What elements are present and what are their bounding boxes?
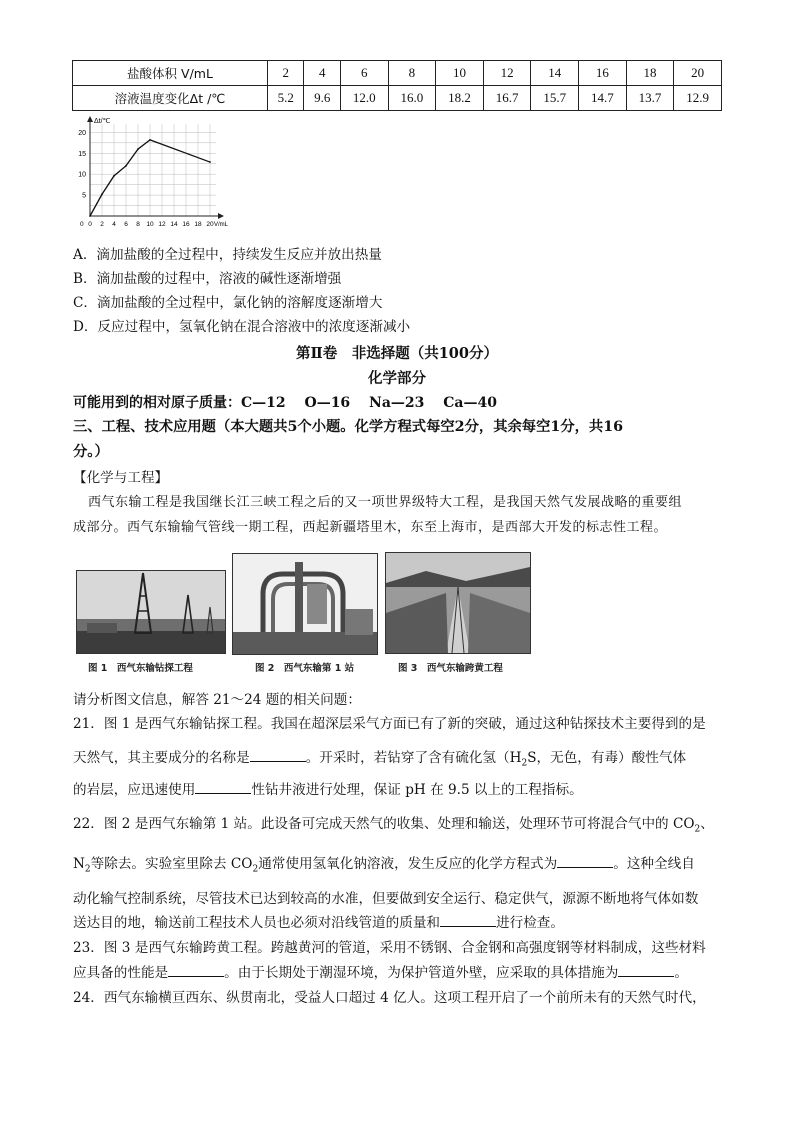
- table-cell: 6: [340, 61, 388, 86]
- part3-heading: 三、工程、技术应用题（本大题共5个小题。化学方程式每空2分，其余每空1分，共16: [73, 419, 624, 435]
- passage-line: 成部分。西气东输输气管线一期工程，西起新疆塔里木，东至上海市，是西部大开发的标志性工程。: [73, 520, 668, 535]
- y-tick-label: 20: [78, 129, 86, 137]
- questions-intro: 请分析图文信息，解答 21～24 题的相关问题：: [73, 692, 361, 708]
- answer-blank[interactable]: [168, 964, 224, 977]
- question-22-line4: [73, 911, 564, 931]
- x-tick-label: 12: [158, 221, 166, 228]
- river-crossing-image: [386, 553, 530, 653]
- y-axis-arrow: [87, 116, 93, 122]
- figure-2-station-photo: [232, 553, 378, 655]
- question-22-text: N: [73, 856, 85, 872]
- table-cell: 2: [268, 61, 304, 86]
- question-21-line2: [73, 746, 686, 769]
- question-22-text: 、: [700, 816, 714, 832]
- subscript: 2: [694, 824, 701, 835]
- table-cell: 8: [388, 61, 436, 86]
- option-d: D．反应过程中，氢氧化钠在混合溶液中的浓度逐渐减小: [73, 319, 411, 335]
- answer-blank[interactable]: [440, 914, 496, 927]
- drilling-rig-image: [77, 571, 225, 653]
- answer-blank[interactable]: [557, 855, 613, 868]
- option-a: A．滴加盐酸的全过程中，持续发生反应并放出热量: [73, 247, 382, 263]
- question-23-text: 。由于长期处于潮湿环境，为保护管道外壁，应采取的具体措施为: [224, 965, 619, 981]
- figure-3-caption: 图 3 西气东输跨黄工程: [398, 663, 503, 674]
- gas-station-image: [233, 554, 377, 654]
- data-point: [209, 161, 211, 163]
- question-22: [73, 812, 714, 835]
- question-21-text: 性钻井液进行处理，保证 pH 在 9.5 以上的工程指标。: [251, 782, 583, 798]
- subject-title: 化学部分: [368, 370, 426, 387]
- x-tick-label: 2: [100, 221, 104, 228]
- x-axis-arrow: [218, 213, 224, 219]
- option-b: B．滴加盐酸的过程中，溶液的碱性逐渐增强: [73, 271, 342, 287]
- table-cell: 16: [579, 61, 627, 86]
- subscript: 2: [84, 864, 91, 875]
- question-23-text: 应具备的性能是: [73, 965, 169, 981]
- table-cell: 10: [436, 61, 484, 86]
- question-22-line3: 动化输气控制系统，尽管技术已达到较高的水准，但要做到安全运行、稳定供气，源源不断地将气体如数: [73, 891, 699, 907]
- origin-label: 0: [80, 221, 84, 228]
- x-tick-label: 0: [88, 221, 92, 228]
- x-tick-label: 18: [194, 221, 202, 228]
- answer-blank[interactable]: [250, 749, 306, 762]
- table-cell: 12.0: [340, 86, 388, 111]
- table-cell: 13.7: [626, 86, 674, 111]
- table-cell: 18: [626, 61, 674, 86]
- x-tick-label: 10: [146, 221, 154, 228]
- part3-heading-cont: 分。）: [73, 444, 109, 460]
- data-table: [72, 60, 722, 111]
- data-point: [125, 165, 127, 167]
- table-cell: 12: [483, 61, 531, 86]
- table-row: [73, 86, 722, 111]
- table-cell: 16.7: [483, 86, 531, 111]
- question-21-text: 天然气，其主要成分的名称是: [73, 750, 250, 766]
- data-point: [137, 148, 139, 150]
- question-22-text: 送达目的地，输送前工程技术人员也必须对沿线管道的质量和: [73, 915, 441, 931]
- topic-label: 【化学与工程】: [73, 470, 169, 486]
- y-axis-label: Δt/℃: [94, 118, 111, 125]
- figure-2-caption: 图 2 西气东输第 1 站: [255, 663, 355, 674]
- x-tick-label: 16: [182, 221, 190, 228]
- subscript: 2: [521, 758, 528, 769]
- data-point: [89, 215, 91, 217]
- data-point: [149, 139, 151, 141]
- question-23-line2: [73, 961, 688, 981]
- data-point: [113, 175, 115, 177]
- question-21-text: 。开采时，若钻穿了含有硫化氢（H: [305, 750, 522, 766]
- y-tick-label: 10: [78, 171, 86, 179]
- y-tick-label: 5: [82, 192, 86, 200]
- question-22-text: 。这种全线自: [613, 856, 695, 872]
- x-tick-label: 14: [170, 221, 178, 228]
- figure-3-river-crossing-photo: [385, 552, 531, 654]
- data-point: [101, 193, 103, 195]
- answer-blank[interactable]: [195, 781, 251, 794]
- question-24: 24．西气东输横亘西东、纵贯南北，受益人口超过 4 亿人。这项工程开启了一个前所未有的天然气时代，: [73, 990, 706, 1006]
- x-tick-label: 20: [206, 221, 214, 228]
- question-23-text: 。: [674, 965, 688, 981]
- table-row: [73, 61, 722, 86]
- question-22-text: 22．图 2 是西气东输第 1 站。此设备可完成天然气的收集、处理和输送，处理环节可将混合气中的 CO: [73, 816, 695, 832]
- atomic-masses: 可能用到的相对原子质量：C—12 O—16 Na—23 Ca—40: [73, 395, 497, 411]
- section-title: 第Ⅱ卷 非选择题（共100分）: [296, 345, 498, 362]
- question-21-line3: [73, 778, 583, 798]
- table-cell: 12.9: [674, 86, 722, 111]
- y-tick-label: 15: [78, 150, 86, 158]
- passage-line: 西气东输工程是我国继长江三峡工程之后的又一项世界级特大工程，是我国天然气发展战略的重要组: [88, 495, 683, 510]
- table-cell: 18.2: [436, 86, 484, 111]
- question-21-text: S，无色，有毒）酸性气体: [527, 750, 687, 766]
- question-22-line2: [73, 852, 695, 875]
- x-axis-label: V/mL: [214, 222, 229, 228]
- question-22-text: 等除去。实验室里除去 CO: [90, 856, 253, 872]
- table-header-temperature: 溶液温度变化Δt /℃: [73, 86, 268, 111]
- table-cell: 16.0: [388, 86, 436, 111]
- figure-1-caption: 图 1 西气东输钻探工程: [88, 663, 193, 674]
- table-cell: 9.6: [304, 86, 340, 111]
- table-cell: 14: [531, 61, 579, 86]
- figure-1-drilling-photo: [76, 570, 226, 654]
- table-cell: 5.2: [268, 86, 304, 111]
- question-22-text: 进行检查。: [496, 915, 564, 931]
- question-21-text: 的岩层，应迅速使用: [73, 782, 196, 798]
- temperature-chart: [70, 114, 230, 232]
- option-c: C．滴加盐酸的全过程中，氯化钠的溶解度逐渐增大: [73, 295, 383, 311]
- subscript: 2: [252, 864, 259, 875]
- question-23: 23．图 3 是西气东输跨黄工程。跨越黄河的管道，采用不锈钢、合金钢和高强度钢等材料制成，这些材料: [73, 940, 706, 956]
- question-22-text: 通常使用氢氧化钠溶液，发生反应的化学方程式为: [258, 856, 558, 872]
- answer-blank[interactable]: [618, 964, 674, 977]
- table-cell: 15.7: [531, 86, 579, 111]
- table-header-volume: 盐酸体积 V/mL: [73, 61, 268, 86]
- x-tick-label: 6: [124, 221, 128, 228]
- x-tick-label: 8: [136, 221, 140, 228]
- question-21: 21．图 1 是西气东输钻探工程。我国在超深层采气方面已有了新的突破，通过这种钻探技术主要得到的是: [73, 716, 706, 732]
- table-cell: 4: [304, 61, 340, 86]
- table-cell: 20: [674, 61, 722, 86]
- table-cell: 14.7: [579, 86, 627, 111]
- x-tick-label: 4: [112, 221, 116, 228]
